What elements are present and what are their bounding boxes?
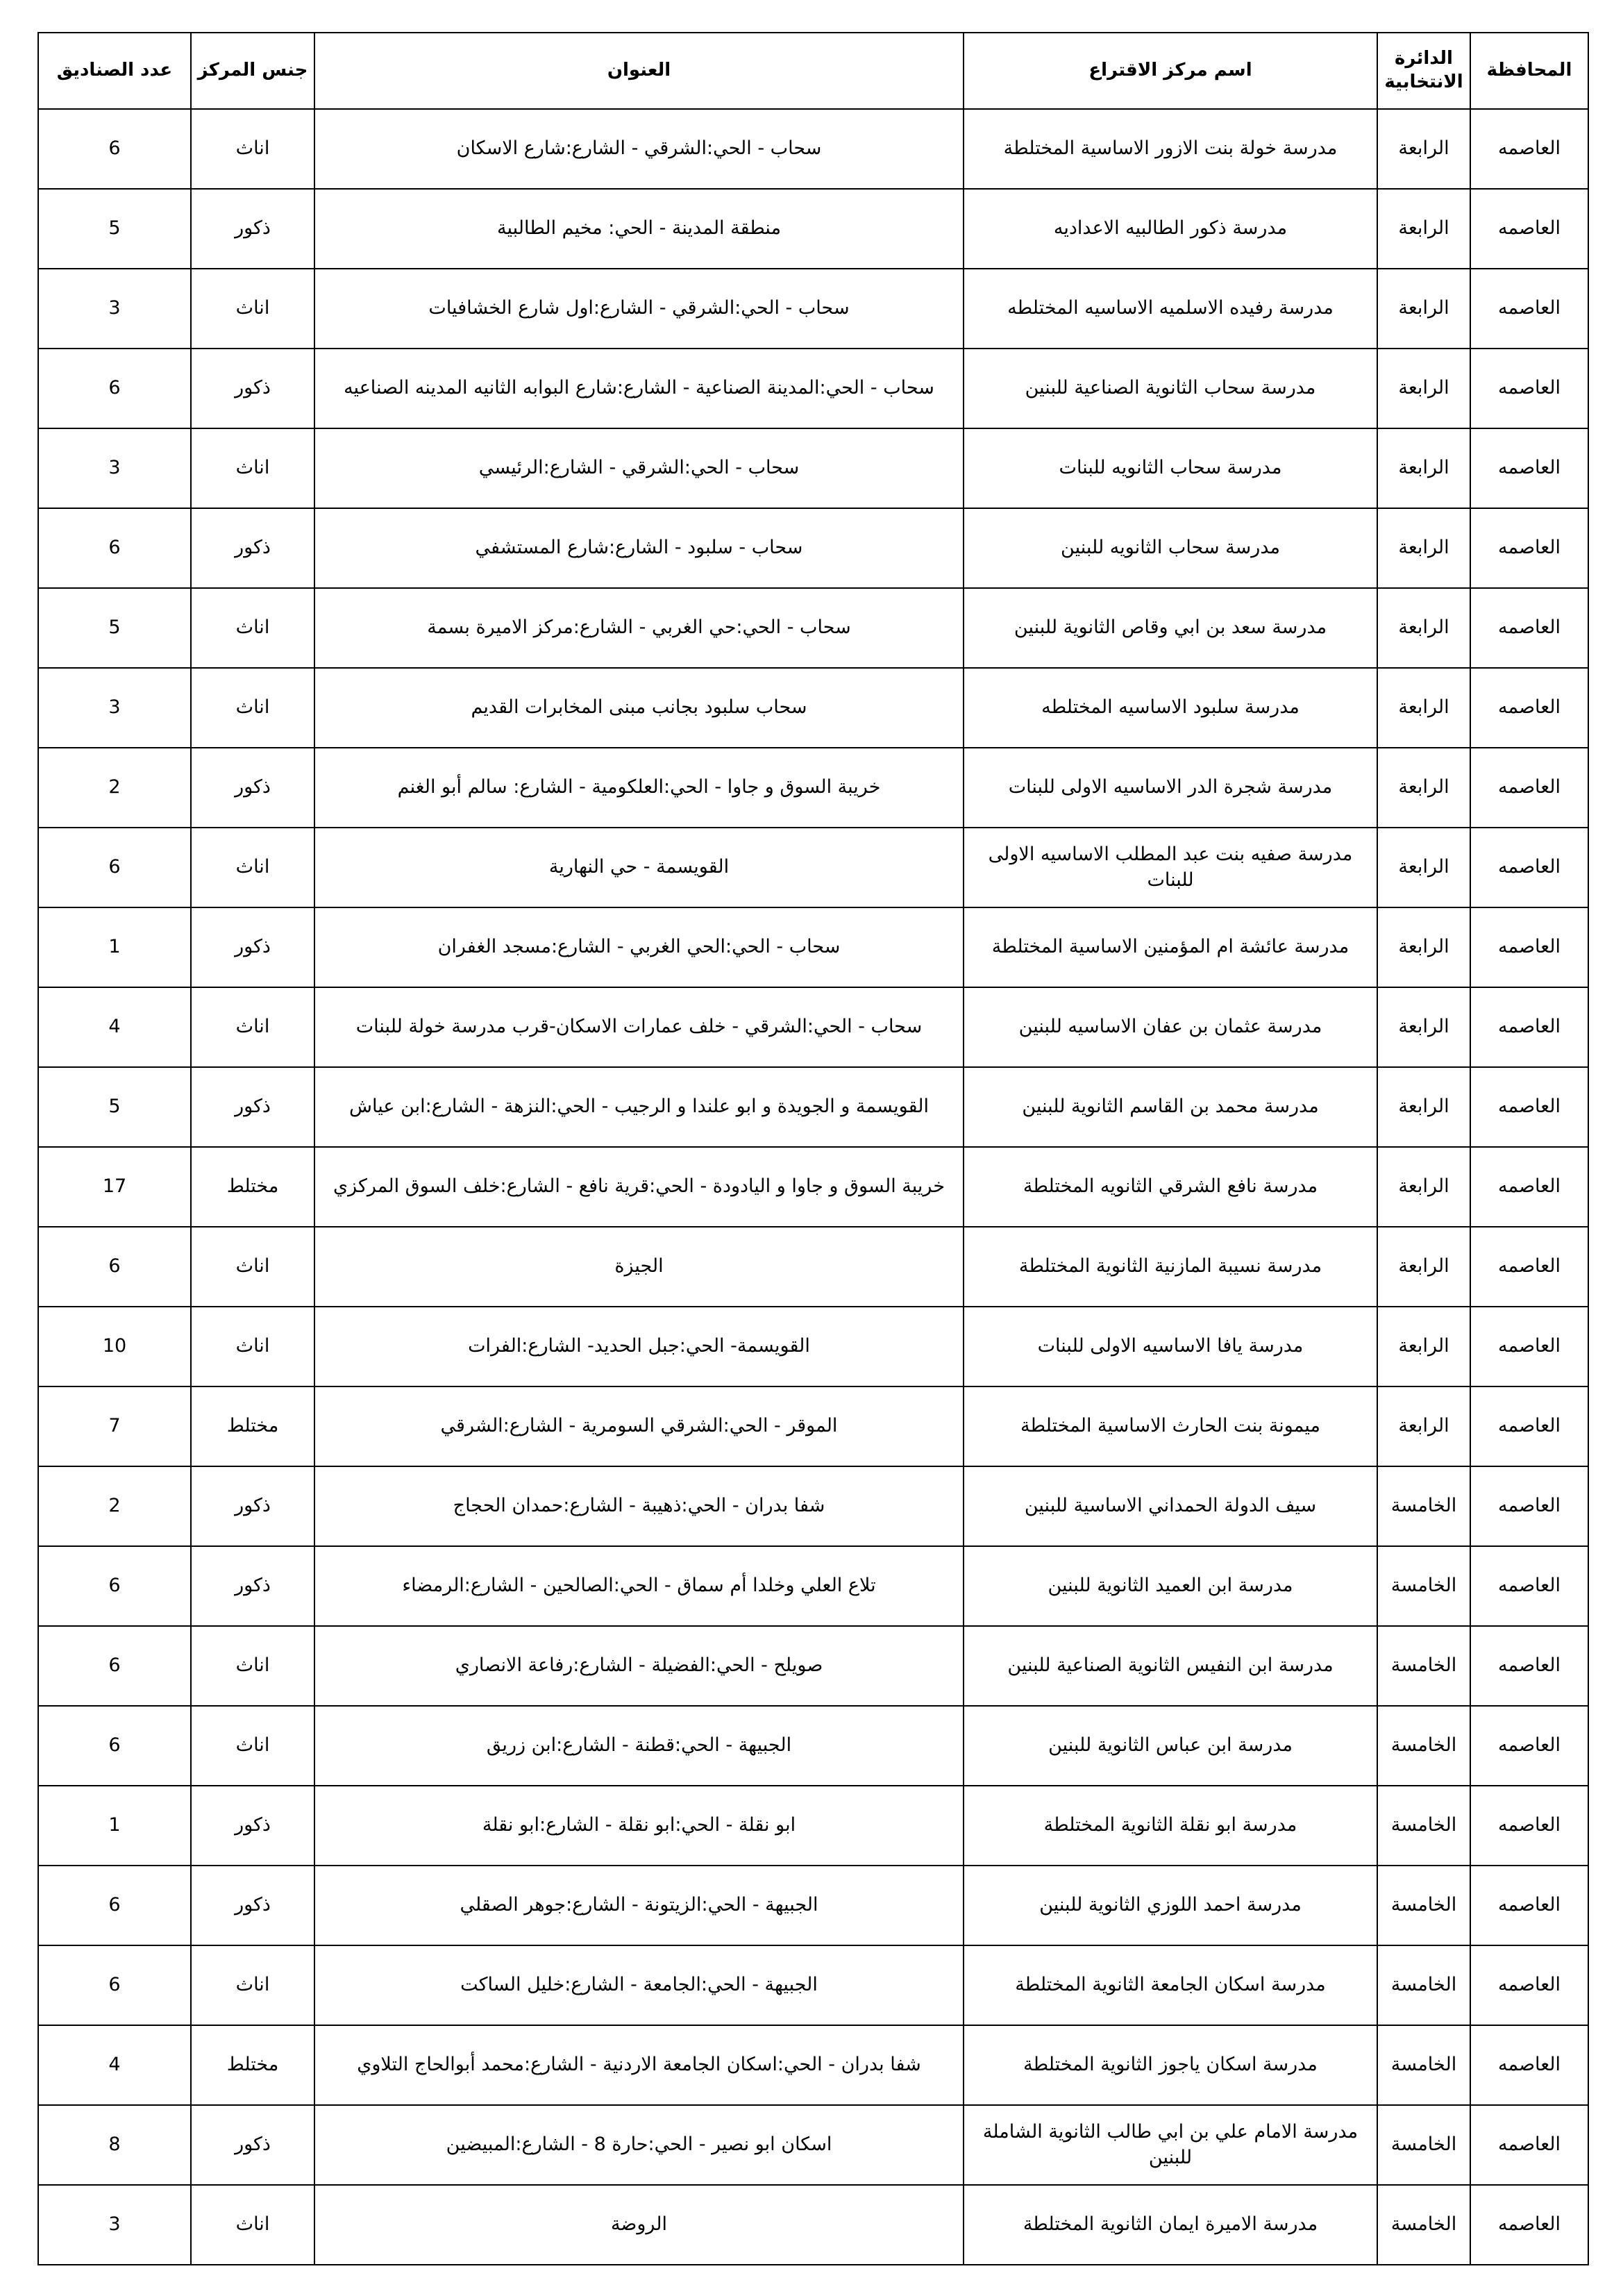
governorate-cell: العاصمه: [1470, 2025, 1588, 2105]
governorate-cell: العاصمه: [1470, 1067, 1588, 1147]
gender-cell: اناث: [191, 428, 314, 508]
district-cell: الخامسة: [1377, 2185, 1470, 2265]
table-row: [38, 1945, 1588, 2025]
address-cell: ابو نقلة - الحي:ابو نقلة - الشارع:ابو نقلة: [314, 1786, 964, 1866]
polling-centers-sheet: [37, 32, 1588, 2265]
address-cell: الجيزة: [314, 1227, 964, 1307]
district-cell: الرابعة: [1377, 668, 1470, 748]
center-name-cell: مدرسة يافا الاساسيه الاولى للبنات: [964, 1307, 1377, 1386]
table-row: [38, 1466, 1588, 1546]
district-cell: الرابعة: [1377, 588, 1470, 668]
district-cell: الرابعة: [1377, 907, 1470, 987]
governorate-cell: العاصمه: [1470, 1307, 1588, 1386]
governorate-cell: العاصمه: [1470, 1386, 1588, 1466]
center-name-cell: مدرسة نافع الشرقي الثانويه المختلطة: [964, 1147, 1377, 1227]
table-row: [38, 907, 1588, 987]
center-name-cell: مدرسة ابن النفيس الثانوية الصناعية للبنين: [964, 1626, 1377, 1706]
address-cell: تلاع العلي وخلدا أم سماق - الحي:الصالحين - الشارع:الرمضاء: [314, 1546, 964, 1626]
district-cell: الخامسة: [1377, 1945, 1470, 2025]
address-cell: خريبة السوق و جاوا و اليادودة - الحي:قرية نافع - الشارع:خلف السوق المركزي: [314, 1147, 964, 1227]
district-cell: الرابعة: [1377, 508, 1470, 588]
district-cell: الرابعة: [1377, 349, 1470, 428]
ballot-boxes-cell: 4: [38, 2025, 191, 2105]
gender-cell: ذكور: [191, 1067, 314, 1147]
address-cell: سحاب - الحي:الشرقي - الشارع:الرئيسي: [314, 428, 964, 508]
center-name-cell: مدرسة نسيبة المازنية الثانوية المختلطة: [964, 1227, 1377, 1307]
ballot-boxes-cell: 6: [38, 349, 191, 428]
gender-cell: ذكور: [191, 349, 314, 428]
district-cell: الخامسة: [1377, 2025, 1470, 2105]
governorate-cell: العاصمه: [1470, 828, 1588, 907]
gender-cell: اناث: [191, 1307, 314, 1386]
gender-cell: اناث: [191, 588, 314, 668]
center-name-cell: مدرسة سلبود الاساسيه المختلطه: [964, 668, 1377, 748]
ballot-boxes-cell: 6: [38, 1866, 191, 1945]
center-name-cell: مدرسة ذكور الطالبيه الاعداديه: [964, 189, 1377, 269]
table-row: [38, 2025, 1588, 2105]
header-boxes: عدد الصناديق: [38, 33, 191, 109]
district-cell: الخامسة: [1377, 1466, 1470, 1546]
center-name-cell: مدرسة صفيه بنت عبد المطلب الاساسيه الاولى للبنات: [964, 828, 1377, 907]
ballot-boxes-cell: 6: [38, 1546, 191, 1626]
gender-cell: ذكور: [191, 189, 314, 269]
address-cell: سحاب - الحي:المدينة الصناعية - الشارع:شارع البوابه الثانيه المدينه الصناعيه: [314, 349, 964, 428]
address-cell: القويسمة و الجويدة و ابو علندا و الرجيب - الحي:النزهة - الشارع:ابن عياش: [314, 1067, 964, 1147]
ballot-boxes-cell: 5: [38, 588, 191, 668]
governorate-cell: العاصمه: [1470, 2105, 1588, 2185]
gender-cell: اناث: [191, 269, 314, 349]
governorate-cell: العاصمه: [1470, 1626, 1588, 1706]
center-name-cell: مدرسة خولة بنت الازور الاساسية المختلطة: [964, 109, 1377, 189]
governorate-cell: العاصمه: [1470, 1945, 1588, 2025]
address-cell: الجبيهة - الحي:قطنة - الشارع:ابن زريق: [314, 1706, 964, 1786]
governorate-cell: العاصمه: [1470, 1546, 1588, 1626]
gender-cell: ذكور: [191, 508, 314, 588]
center-name-cell: مدرسة شجرة الدر الاساسيه الاولى للبنات: [964, 748, 1377, 828]
table-row: [38, 1307, 1588, 1386]
table-row: [38, 1227, 1588, 1307]
ballot-boxes-cell: 6: [38, 828, 191, 907]
center-name-cell: مدرسة اسكان ياجوز الثانوية المختلطة: [964, 2025, 1377, 2105]
district-cell: الرابعة: [1377, 269, 1470, 349]
table-row: [38, 668, 1588, 748]
gender-cell: اناث: [191, 828, 314, 907]
ballot-boxes-cell: 2: [38, 748, 191, 828]
table-row: [38, 1546, 1588, 1626]
table-row: [38, 828, 1588, 907]
gender-cell: اناث: [191, 1706, 314, 1786]
center-name-cell: مدرسة ابن عباس الثانوية للبنين: [964, 1706, 1377, 1786]
ballot-boxes-cell: 6: [38, 1227, 191, 1307]
gender-cell: ذكور: [191, 1786, 314, 1866]
ballot-boxes-cell: 5: [38, 189, 191, 269]
gender-cell: اناث: [191, 2185, 314, 2265]
district-cell: الرابعة: [1377, 828, 1470, 907]
table-row: [38, 1866, 1588, 1945]
district-cell: الرابعة: [1377, 1386, 1470, 1466]
governorate-cell: العاصمه: [1470, 987, 1588, 1067]
center-name-cell: مدرسة اسكان الجامعة الثانوية المختلطة: [964, 1945, 1377, 2025]
gender-cell: ذكور: [191, 748, 314, 828]
ballot-boxes-cell: 8: [38, 2105, 191, 2185]
district-cell: الرابعة: [1377, 1147, 1470, 1227]
ballot-boxes-cell: 4: [38, 987, 191, 1067]
governorate-cell: العاصمه: [1470, 1147, 1588, 1227]
center-name-cell: مدرسة عثمان بن عفان الاساسيه للبنين: [964, 987, 1377, 1067]
governorate-cell: العاصمه: [1470, 109, 1588, 189]
governorate-cell: العاصمه: [1470, 907, 1588, 987]
ballot-boxes-cell: 3: [38, 428, 191, 508]
center-name-cell: مدرسة ابو نقلة الثانوية المختلطة: [964, 1786, 1377, 1866]
table-body: [38, 109, 1588, 2265]
center-name-cell: ميمونة بنت الحارث الاساسية المختلطة: [964, 1386, 1377, 1466]
ballot-boxes-cell: 6: [38, 508, 191, 588]
governorate-cell: العاصمه: [1470, 508, 1588, 588]
ballot-boxes-cell: 3: [38, 2185, 191, 2265]
gender-cell: اناث: [191, 109, 314, 189]
district-cell: الخامسة: [1377, 1706, 1470, 1786]
gender-cell: اناث: [191, 1626, 314, 1706]
address-cell: الموقر - الحي:الشرقي السومرية - الشارع:الشرقي: [314, 1386, 964, 1466]
address-cell: الجبيهة - الحي:الزيتونة - الشارع:جوهر الصقلي: [314, 1866, 964, 1945]
center-name-cell: مدرسة الامام علي بن ابي طالب الثانوية الشاملة للبنين: [964, 2105, 1377, 2185]
governorate-cell: العاصمه: [1470, 189, 1588, 269]
ballot-boxes-cell: 6: [38, 109, 191, 189]
table-row: [38, 269, 1588, 349]
district-cell: الرابعة: [1377, 109, 1470, 189]
table-row: [38, 748, 1588, 828]
governorate-cell: العاصمه: [1470, 748, 1588, 828]
governorate-cell: العاصمه: [1470, 428, 1588, 508]
header-center-name: اسم مركز الاقتراع: [964, 33, 1377, 109]
governorate-cell: العاصمه: [1470, 588, 1588, 668]
table-row: [38, 987, 1588, 1067]
governorate-cell: العاصمه: [1470, 1706, 1588, 1786]
gender-cell: ذكور: [191, 1546, 314, 1626]
header-address: العنوان: [314, 33, 964, 109]
district-cell: الرابعة: [1377, 428, 1470, 508]
table-row: [38, 349, 1588, 428]
address-cell: سحاب - الحي:الحي الغربي - الشارع:مسجد الغفران: [314, 907, 964, 987]
gender-cell: اناث: [191, 668, 314, 748]
table-row: [38, 2185, 1588, 2265]
address-cell: سحاب - سلبود - الشارع:شارع المستشفي: [314, 508, 964, 588]
address-cell: الروضة: [314, 2185, 964, 2265]
address-cell: صويلح - الحي:الفضيلة - الشارع:رفاعة الانصاري: [314, 1626, 964, 1706]
district-cell: الخامسة: [1377, 1546, 1470, 1626]
header-row: [38, 33, 1588, 109]
gender-cell: مختلط: [191, 1386, 314, 1466]
gender-cell: ذكور: [191, 1466, 314, 1546]
ballot-boxes-cell: 6: [38, 1706, 191, 1786]
table-row: [38, 508, 1588, 588]
header-governorate: المحافظة: [1470, 33, 1588, 109]
district-cell: الرابعة: [1377, 189, 1470, 269]
governorate-cell: العاصمه: [1470, 1866, 1588, 1945]
table-row: [38, 1786, 1588, 1866]
governorate-cell: العاصمه: [1470, 1227, 1588, 1307]
ballot-boxes-cell: 2: [38, 1466, 191, 1546]
gender-cell: اناث: [191, 1227, 314, 1307]
governorate-cell: العاصمه: [1470, 668, 1588, 748]
center-name-cell: مدرسة ابن العميد الثانوية للبنين: [964, 1546, 1377, 1626]
gender-cell: ذكور: [191, 907, 314, 987]
governorate-cell: العاصمه: [1470, 269, 1588, 349]
center-name-cell: سيف الدولة الحمداني الاساسية للبنين: [964, 1466, 1377, 1546]
gender-cell: مختلط: [191, 2025, 314, 2105]
center-name-cell: مدرسة سعد بن ابي وقاص الثانوية للبنين: [964, 588, 1377, 668]
ballot-boxes-cell: 5: [38, 1067, 191, 1147]
district-cell: الخامسة: [1377, 2105, 1470, 2185]
ballot-boxes-cell: 17: [38, 1147, 191, 1227]
address-cell: الجبيهة - الحي:الجامعة - الشارع:خليل الساكت: [314, 1945, 964, 2025]
address-cell: منطقة المدينة - الحي: مخيم الطالبية: [314, 189, 964, 269]
address-cell: شفا بدران - الحي:ذهيبة - الشارع:حمدان الحجاج: [314, 1466, 964, 1546]
center-name-cell: مدرسة محمد بن القاسم الثانوية للبنين: [964, 1067, 1377, 1147]
table-row: [38, 1626, 1588, 1706]
district-cell: الرابعة: [1377, 1307, 1470, 1386]
table-row: [38, 189, 1588, 269]
center-name-cell: مدرسة الاميرة ايمان الثانوية المختلطة: [964, 2185, 1377, 2265]
center-name-cell: مدرسة عائشة ام المؤمنين الاساسية المختلطة: [964, 907, 1377, 987]
gender-cell: ذكور: [191, 1866, 314, 1945]
table-row: [38, 1067, 1588, 1147]
table-row: [38, 588, 1588, 668]
gender-cell: اناث: [191, 987, 314, 1067]
address-cell: خريبة السوق و جاوا - الحي:العلكومية - الشارع: سالم أبو الغنم: [314, 748, 964, 828]
center-name-cell: مدرسة سحاب الثانويه للبنات: [964, 428, 1377, 508]
polling-centers-table: [37, 32, 1589, 2265]
gender-cell: ذكور: [191, 2105, 314, 2185]
address-cell: شفا بدران - الحي:اسكان الجامعة الاردنية - الشارع:محمد أبوالحاج التلاوي: [314, 2025, 964, 2105]
ballot-boxes-cell: 7: [38, 1386, 191, 1466]
address-cell: القويسمة - حي النهارية: [314, 828, 964, 907]
governorate-cell: العاصمه: [1470, 2185, 1588, 2265]
district-cell: الخامسة: [1377, 1786, 1470, 1866]
governorate-cell: العاصمه: [1470, 1786, 1588, 1866]
address-cell: سحاب - الحي:حي الغربي - الشارع:مركز الاميرة بسمة: [314, 588, 964, 668]
table-row: [38, 1386, 1588, 1466]
district-cell: الرابعة: [1377, 1067, 1470, 1147]
gender-cell: اناث: [191, 1945, 314, 2025]
governorate-cell: العاصمه: [1470, 349, 1588, 428]
address-cell: سحاب - الحي:الشرقي - الشارع:اول شارع الخشافيات: [314, 269, 964, 349]
table-row: [38, 428, 1588, 508]
ballot-boxes-cell: 3: [38, 668, 191, 748]
center-name-cell: مدرسة سحاب الثانويه للبنين: [964, 508, 1377, 588]
center-name-cell: مدرسة احمد اللوزي الثانوية للبنين: [964, 1866, 1377, 1945]
district-cell: الخامسة: [1377, 1626, 1470, 1706]
table-row: [38, 109, 1588, 189]
header-district: الدائرة الانتخابية: [1377, 33, 1470, 109]
table-row: [38, 2105, 1588, 2185]
address-cell: سحاب سلبود بجانب مبنى المخابرات القديم: [314, 668, 964, 748]
ballot-boxes-cell: 1: [38, 907, 191, 987]
district-cell: الرابعة: [1377, 748, 1470, 828]
address-cell: سحاب - الحي:الشرقي - خلف عمارات الاسكان-قرب مدرسة خولة للبنات: [314, 987, 964, 1067]
table-row: [38, 1706, 1588, 1786]
ballot-boxes-cell: 6: [38, 1945, 191, 2025]
ballot-boxes-cell: 3: [38, 269, 191, 349]
ballot-boxes-cell: 1: [38, 1786, 191, 1866]
district-cell: الرابعة: [1377, 987, 1470, 1067]
governorate-cell: العاصمه: [1470, 1466, 1588, 1546]
ballot-boxes-cell: 6: [38, 1626, 191, 1706]
center-name-cell: مدرسة سحاب الثانوية الصناعية للبنين: [964, 349, 1377, 428]
district-cell: الخامسة: [1377, 1866, 1470, 1945]
header-gender: جنس المركز: [191, 33, 314, 109]
center-name-cell: مدرسة رفيده الاسلميه الاساسيه المختلطه: [964, 269, 1377, 349]
ballot-boxes-cell: 10: [38, 1307, 191, 1386]
gender-cell: مختلط: [191, 1147, 314, 1227]
district-cell: الرابعة: [1377, 1227, 1470, 1307]
address-cell: سحاب - الحي:الشرقي - الشارع:شارع الاسكان: [314, 109, 964, 189]
address-cell: اسكان ابو نصير - الحي:حارة 8 - الشارع:المبيضين: [314, 2105, 964, 2185]
table-row: [38, 1147, 1588, 1227]
address-cell: القويسمة- الحي:جبل الحديد- الشارع:الفرات: [314, 1307, 964, 1386]
